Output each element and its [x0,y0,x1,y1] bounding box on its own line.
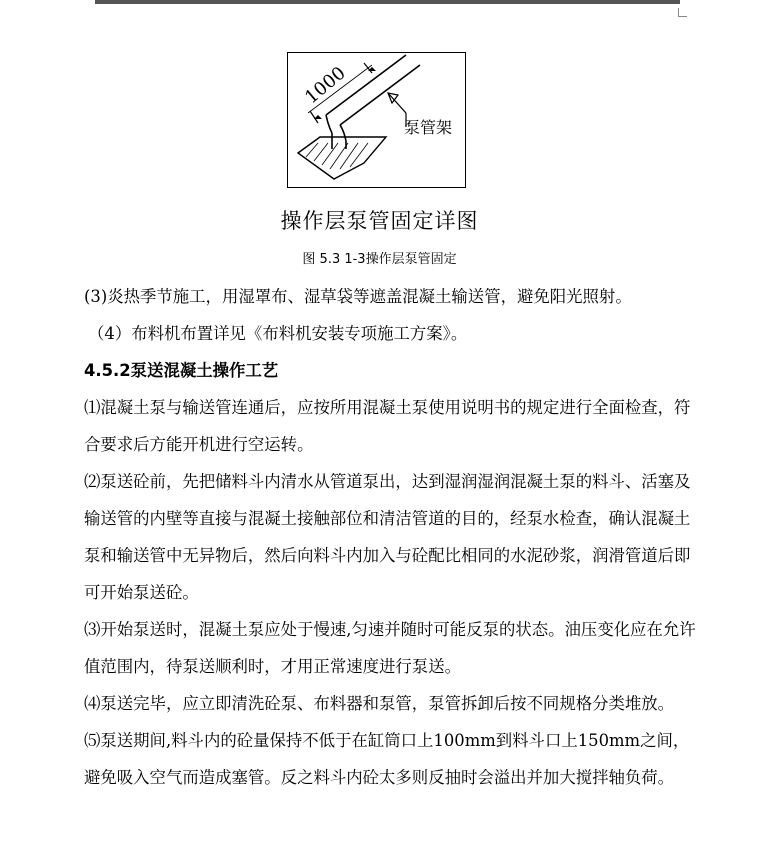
pump-pipe-drawing [288,53,467,189]
figure-title: 操作层泵管固定详图 [280,209,479,233]
section-heading: 4.5.2泵送混凝土操作工艺 [84,361,279,380]
dimension-label: 1000 [301,62,350,109]
paragraph-distributor: （4）布料机布置详见《布料机安装专项施工方案》。 [88,324,468,343]
paragraph-hot-season: (3)炎热季节施工，用湿罩布、湿草袋等遮盖混凝土输送管，避免阳光照射。 [84,287,632,306]
paragraph-step-2: ⑵泵送砼前，先把储料斗内清水从管道泵出，达到湿润湿润混凝土泵的料斗、活塞及输送管的内壁等直接与混凝土接触部位和清洁管道的目的，经泵水检查，确认混凝土泵和输送管中无异物后，然后向料斗内加入与砼配比相同的水泥砂浆，润滑管道后即可开始泵送砼。 [84,472,691,602]
paragraph-step-4: ⑷泵送完毕，应立即清洗砼泵、布料器和泵管，泵管拆卸后按不同规格分类堆放。 [84,694,675,713]
page-top-rule [95,0,680,4]
paragraph-step-5: ⑸泵送期间,料斗内的砼量保持不低于在缸筒口上100mm到料斗口上150mm之间，避免吸入空气而造成塞管。反之料斗内砼太多则反抽时会溢出并加大搅拌轴负荷。 [84,731,690,787]
figure-caption: 图 5.3 1-3操作层泵管固定 [302,252,457,267]
page-corner-mark [678,8,687,17]
paragraph-step-1: ⑴混凝土泵与输送管连通后，应按所用混凝土泵使用说明书的规定进行全面检查，符合要求后方能开机进行空运转。 [84,398,691,454]
document-body [84,278,696,796]
pump-support-label: 泵管架 [404,118,453,137]
pump-pipe-figure [287,52,466,188]
paragraph-step-3: ⑶开始泵送时，混凝土泵应处于慢速,匀速并随时可能反泵的状态。油压变化应在允许值范围内，待泵送顺利时，才用正常速度进行泵送。 [84,620,696,676]
